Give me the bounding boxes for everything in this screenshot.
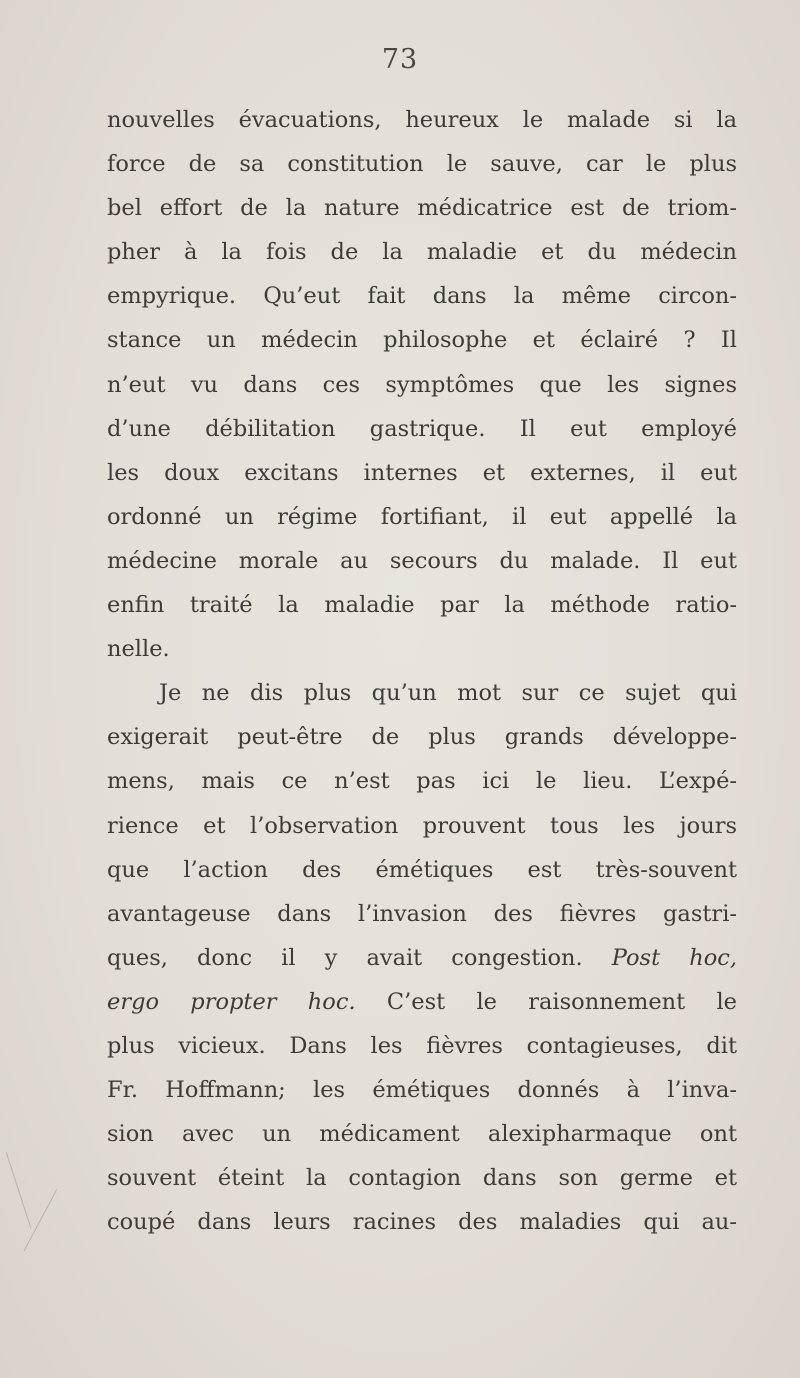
text-line-mixed [107,980,737,1024]
text-line: nouvelles évacuations, heureux le malade si la [107,107,737,133]
text-line: Fr. Hoffmann; les émétiques donnés à l’inva- [107,1077,737,1104]
page-edge-mark [6,1152,32,1228]
text-line: ordonné un régime fortifiant, il eut appellé la [107,503,737,530]
text-line: plus vicieux. Dans les fièvres contagieuses, dit [107,1032,737,1059]
text-line: que l’action des émétiques est très-souvent [107,856,737,883]
text-line: sion avec un médicament alexipharmaque ont [107,1121,737,1148]
text-segment: ques, donc il y avait congestion. [107,944,583,971]
text-line: souvent éteint la contagion dans son germe et [107,1165,737,1192]
text-line: coupé dans leurs racines des maladies qui au- [107,1209,737,1236]
text-line: pher à la fois de la maladie et du médecin [107,239,737,266]
text-line: empyrique. Qu’eut fait dans la même circon- [107,283,737,310]
text-line: avantageuse dans l’invasion des fièvres gastri- [107,900,737,927]
text-line: d’une débilitation gastrique. Il eut employé [107,415,737,442]
text-line: bel effort de la nature médicatrice est de triom- [107,195,737,222]
text-segment: C’est le raisonnement le [386,988,737,1015]
text-line: les doux excitans internes et externes, il eut [107,459,737,486]
text-line: mens, mais ce n’est pas ici le lieu. L’expé- [107,768,737,795]
text-line: médecine morale au secours du malade. Il eut [107,547,737,574]
latin-phrase: ergo propter hoc. [107,988,356,1015]
text-line: rience et l’observation prouvent tous les jours [107,812,737,839]
page-number: 73 [381,44,419,75]
text-line: n’eut vu dans ces symptômes que les signes [107,371,737,398]
latin-phrase: Post hoc, [611,944,738,971]
body-text [107,98,737,1244]
text-line: exigerait peut-être de plus grands développe- [107,724,737,751]
paragraph-start-line: Je ne dis plus qu’un mot sur ce sujet qui [159,680,737,707]
text-line: enfin traité la maladie par la méthode ratio- [107,592,737,619]
text-line: stance un médecin philosophe et éclairé ? Il [107,327,737,354]
text-line: nelle. [107,636,170,663]
text-line-mixed [107,936,737,980]
text-line: force de sa constitution le sauve, car le plus [107,151,737,178]
